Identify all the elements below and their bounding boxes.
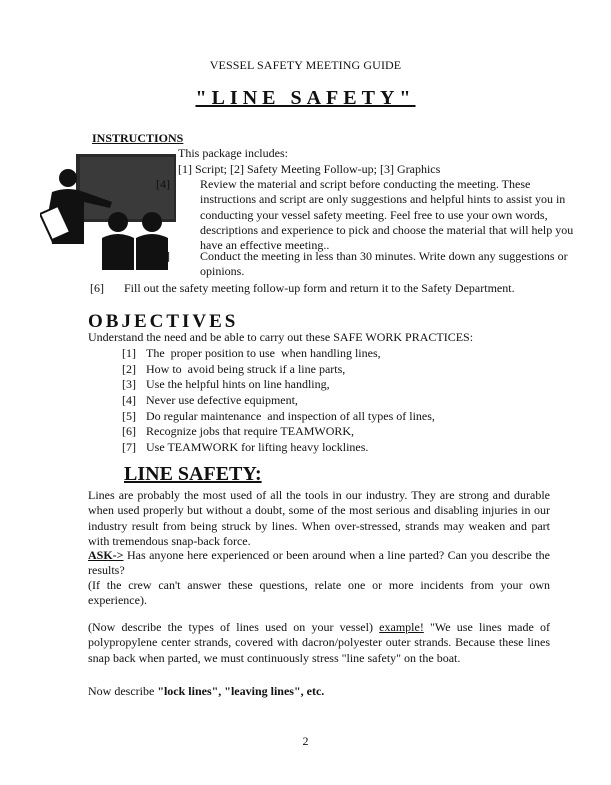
list-item: [122, 377, 435, 393]
item-2-text: Safety Meeting Follow-up;: [247, 162, 377, 176]
line-types-intro: (Now describe the types of lines used on your vessel): [88, 620, 380, 634]
list-item: [122, 346, 435, 362]
item-3-text: Graphics: [396, 162, 441, 176]
line-types-example: "We use lines made of polypropylene center strands, covered with dacron/polyester outer strands. Because these lines snap back when parted, we must continuously stress "line safety" on the boat.: [88, 620, 551, 665]
practice-text: Use TEAMWORK for lifting heavy locklines.: [146, 440, 369, 455]
list-item: [122, 362, 435, 378]
practice-text: Use the helpful hints on line handling,: [146, 377, 330, 392]
objectives-heading: OBJECTIVES: [88, 311, 239, 332]
practice-text: Do regular maintenance and inspection of all types of lines,: [146, 408, 435, 423]
instructions-intro: This package includes:: [178, 146, 288, 160]
item-5-num: [5]: [156, 249, 170, 263]
page-number: 2: [302, 734, 309, 748]
describe-intro: Now describe: [88, 684, 158, 698]
item-1-text: Script;: [195, 162, 227, 176]
item-3-num: [3]: [379, 162, 394, 176]
crew-note-paragraph: (If the crew can't answer these questions, relate one or more incidents from your own experience).: [88, 578, 550, 608]
objectives-list: [122, 346, 435, 456]
practice-text: Recognize jobs that require TEAMWORK,: [146, 424, 355, 439]
line-safety-heading: LINE SAFETY:: [124, 463, 262, 485]
objectives-intro: Understand the need and be able to carry out these SAFE WORK PRACTICES:: [88, 330, 474, 344]
list-item: [122, 393, 435, 409]
instructions-item-6: [90, 281, 560, 296]
page-title: "LINE SAFETY": [195, 87, 416, 109]
practice-text: How to avoid being struck if a line parts,: [146, 361, 346, 376]
instructions-item-4: [156, 177, 575, 254]
list-item: [122, 409, 435, 425]
instructions-items-1-3: [178, 162, 553, 177]
instructions-item-5: [156, 249, 575, 280]
practice-num: [4]: [122, 393, 136, 408]
example-label: example!: [379, 620, 424, 634]
practice-text: The proper position to use when handling lines,: [146, 346, 381, 360]
list-item: [122, 440, 435, 456]
practice-num: [2]: [122, 361, 136, 376]
item-4-text: Review the material and script before conducting the meeting. These instructions and script are only suggestions and helpful hints to assist you in conducting your vessel safety meeting. Feel free to use your own words, descriptions and experience to pick and choose the material that will help you have an effective meeting..: [200, 177, 574, 253]
list-item: [122, 424, 435, 440]
instructions-heading: INSTRUCTIONS: [92, 131, 184, 145]
item-4-num: [4]: [156, 177, 170, 191]
practice-text: Never use defective equipment,: [146, 393, 298, 408]
item-6-num: [6]: [90, 281, 104, 295]
item-5-text: Conduct the meeting in less than 30 minutes. Write down any suggestions or opinions.: [200, 249, 568, 279]
line-safety-paragraph: Lines are probably the most used of all the tools in our industry. They are strong and durable when used properly but without a doubt, some of the most serious and disabling injuries in our industry result from being struck by lines. When over-stressed, strands may weaken and part with tremendous snap-back force.: [88, 488, 550, 549]
describe-terms: "lock lines", "leaving lines", etc.: [157, 684, 325, 698]
ask-paragraph: [88, 548, 550, 579]
practice-num: [3]: [122, 377, 136, 392]
describe-paragraph: [88, 684, 550, 699]
page-header: VESSEL SAFETY MEETING GUIDE: [209, 58, 402, 72]
item-6-text: Fill out the safety meeting follow-up form and return it to the Safety Department.: [124, 281, 515, 295]
line-types-paragraph: [88, 620, 550, 666]
practice-num: [5]: [122, 408, 136, 423]
practice-num: [1]: [122, 346, 136, 360]
item-2-num: [2]: [230, 162, 244, 176]
item-1-num: [1]: [178, 162, 192, 176]
practice-num: [6]: [122, 424, 136, 439]
ask-text: Has anyone here experienced or been around when a line parted? Can you describe the results?: [88, 548, 550, 578]
practice-num: [7]: [122, 440, 136, 455]
ask-label: ASK->: [88, 548, 124, 562]
